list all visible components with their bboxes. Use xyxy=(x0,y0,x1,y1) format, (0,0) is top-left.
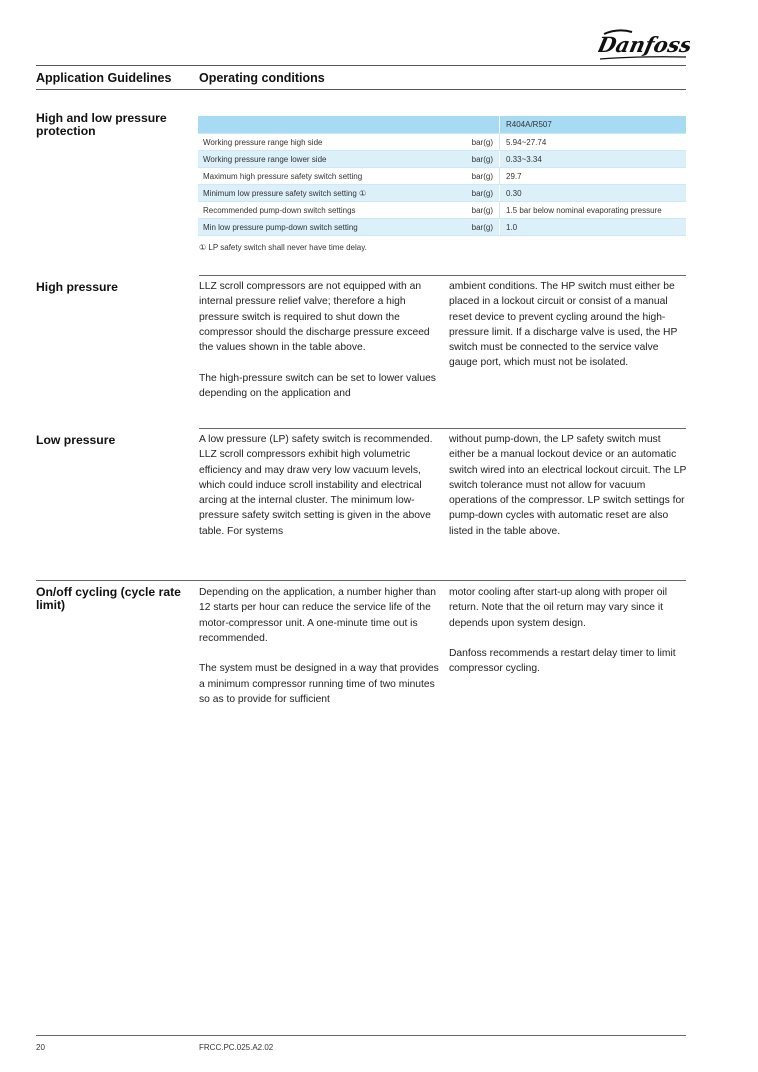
paragraph: Depending on the application, a number higher than 12 starts per hour can reduce the service life of the motor-compressor unit. A one-minute time out is recommended. xyxy=(199,587,436,644)
section-rule-high-pressure xyxy=(199,275,686,276)
high-pressure-col2 xyxy=(449,279,689,371)
paragraph: Danfoss recommends a restart delay timer to limit compressor cycling. xyxy=(449,648,676,675)
section-title-high-pressure: High pressure xyxy=(36,280,118,294)
danfoss-logo xyxy=(598,26,690,66)
logo-wordmark: Danfoss xyxy=(598,33,690,58)
row-unit: bar(g) xyxy=(454,219,500,236)
section-title-protection: High and low pressure protection xyxy=(36,111,167,138)
row-label: Minimum low pressure safety switch setting ① xyxy=(198,185,454,202)
section-rule-cycling xyxy=(36,580,686,581)
paragraph: The high-pressure switch can be set to lower values depending on the application and xyxy=(199,372,436,400)
section-rule-low-pressure xyxy=(199,428,686,429)
row-value: 0.33~3.34 xyxy=(500,151,687,168)
table-row xyxy=(198,202,686,219)
row-unit: bar(g) xyxy=(454,151,500,168)
paragraph: A low pressure (LP) safety switch is recommended. LLZ scroll compressors exhibit high volumetric efficiency and may draw very low vacuum levels, which could induce scroll instability and electrical arcing at the internal cluster. The minimum low-pressure safety switch setting is given in the above table. For systems xyxy=(199,434,433,537)
table-header-refrigerant: R404A/R507 xyxy=(500,116,687,134)
paragraph: The system must be designed in a way that provides a minimum compressor running time of two minutes so as to provide for sufficient xyxy=(199,663,439,706)
row-value: 1.5 bar below nominal evaporating pressure xyxy=(500,202,687,219)
footer-rule xyxy=(36,1035,686,1036)
cycling-col2 xyxy=(449,585,689,677)
row-unit: bar(g) xyxy=(454,185,500,202)
paragraph: ambient conditions. The HP switch must either be placed in a lockout circuit or consist of a manual reset device to prevent cycling around the high-pressure limit. If a discharge valve is used, the HP switch must be connected to the service valve gauge port, which must not be isolated. xyxy=(449,281,678,369)
header-bottom-rule xyxy=(36,89,686,90)
table-header-unit xyxy=(454,116,500,134)
paragraph: without pump-down, the LP safety switch must either be a manual lockout device or an automatic switch wired into an electrical lockout circuit. The LP switch tolerance must not allow for vacuum operations of the compressor. LP switch settings for pump-down cycles with automatic reset are also listed in the table above. xyxy=(449,434,687,537)
document-code: FRCC.PC.025.A2.02 xyxy=(199,1043,274,1052)
row-label: Recommended pump-down switch settings xyxy=(198,202,454,219)
paragraph: motor cooling after start-up along with proper oil return. Note that the oil return may vary since it depends upon system design. xyxy=(449,587,668,629)
table-row xyxy=(198,219,686,236)
row-value: 0.30 xyxy=(500,185,687,202)
document-category: Application Guidelines xyxy=(36,71,172,85)
page-title: Operating conditions xyxy=(199,71,325,85)
section-title-cycling: On/off cycling (cycle rate limit) xyxy=(36,585,181,612)
row-label: Maximum high pressure safety switch setting xyxy=(198,168,454,185)
table-header-row xyxy=(198,116,686,134)
row-label: Working pressure range lower side xyxy=(198,151,454,168)
page-number: 20 xyxy=(36,1043,45,1052)
pressure-settings-table xyxy=(198,116,686,236)
cycling-col1 xyxy=(199,585,439,707)
row-unit: bar(g) xyxy=(454,134,500,151)
row-label: Min low pressure pump-down switch setting xyxy=(198,219,454,236)
row-label: Working pressure range high side xyxy=(198,134,454,151)
high-pressure-col1 xyxy=(199,279,439,401)
row-unit: bar(g) xyxy=(454,202,500,219)
table-header-label xyxy=(198,116,454,134)
row-value: 29.7 xyxy=(500,168,687,185)
low-pressure-col1 xyxy=(199,432,439,539)
section-title-low-pressure: Low pressure xyxy=(36,433,116,447)
low-pressure-col2 xyxy=(449,432,689,539)
header-top-rule xyxy=(36,65,686,66)
table-row xyxy=(198,151,686,168)
row-unit: bar(g) xyxy=(454,168,500,185)
table-row xyxy=(198,134,686,151)
row-value: 5.94~27.74 xyxy=(500,134,687,151)
table-row xyxy=(198,168,686,185)
paragraph: LLZ scroll compressors are not equipped with an internal pressure relief valve; therefore a high pressure switch is required to shut down the compressor should the discharge pressure exceed the values shown in the table above. xyxy=(199,281,430,354)
danfoss-logo-icon xyxy=(598,26,690,66)
row-value: 1.0 xyxy=(500,219,687,236)
table-footnote: ① LP safety switch shall never have time delay. xyxy=(199,243,367,252)
table-row xyxy=(198,185,686,202)
